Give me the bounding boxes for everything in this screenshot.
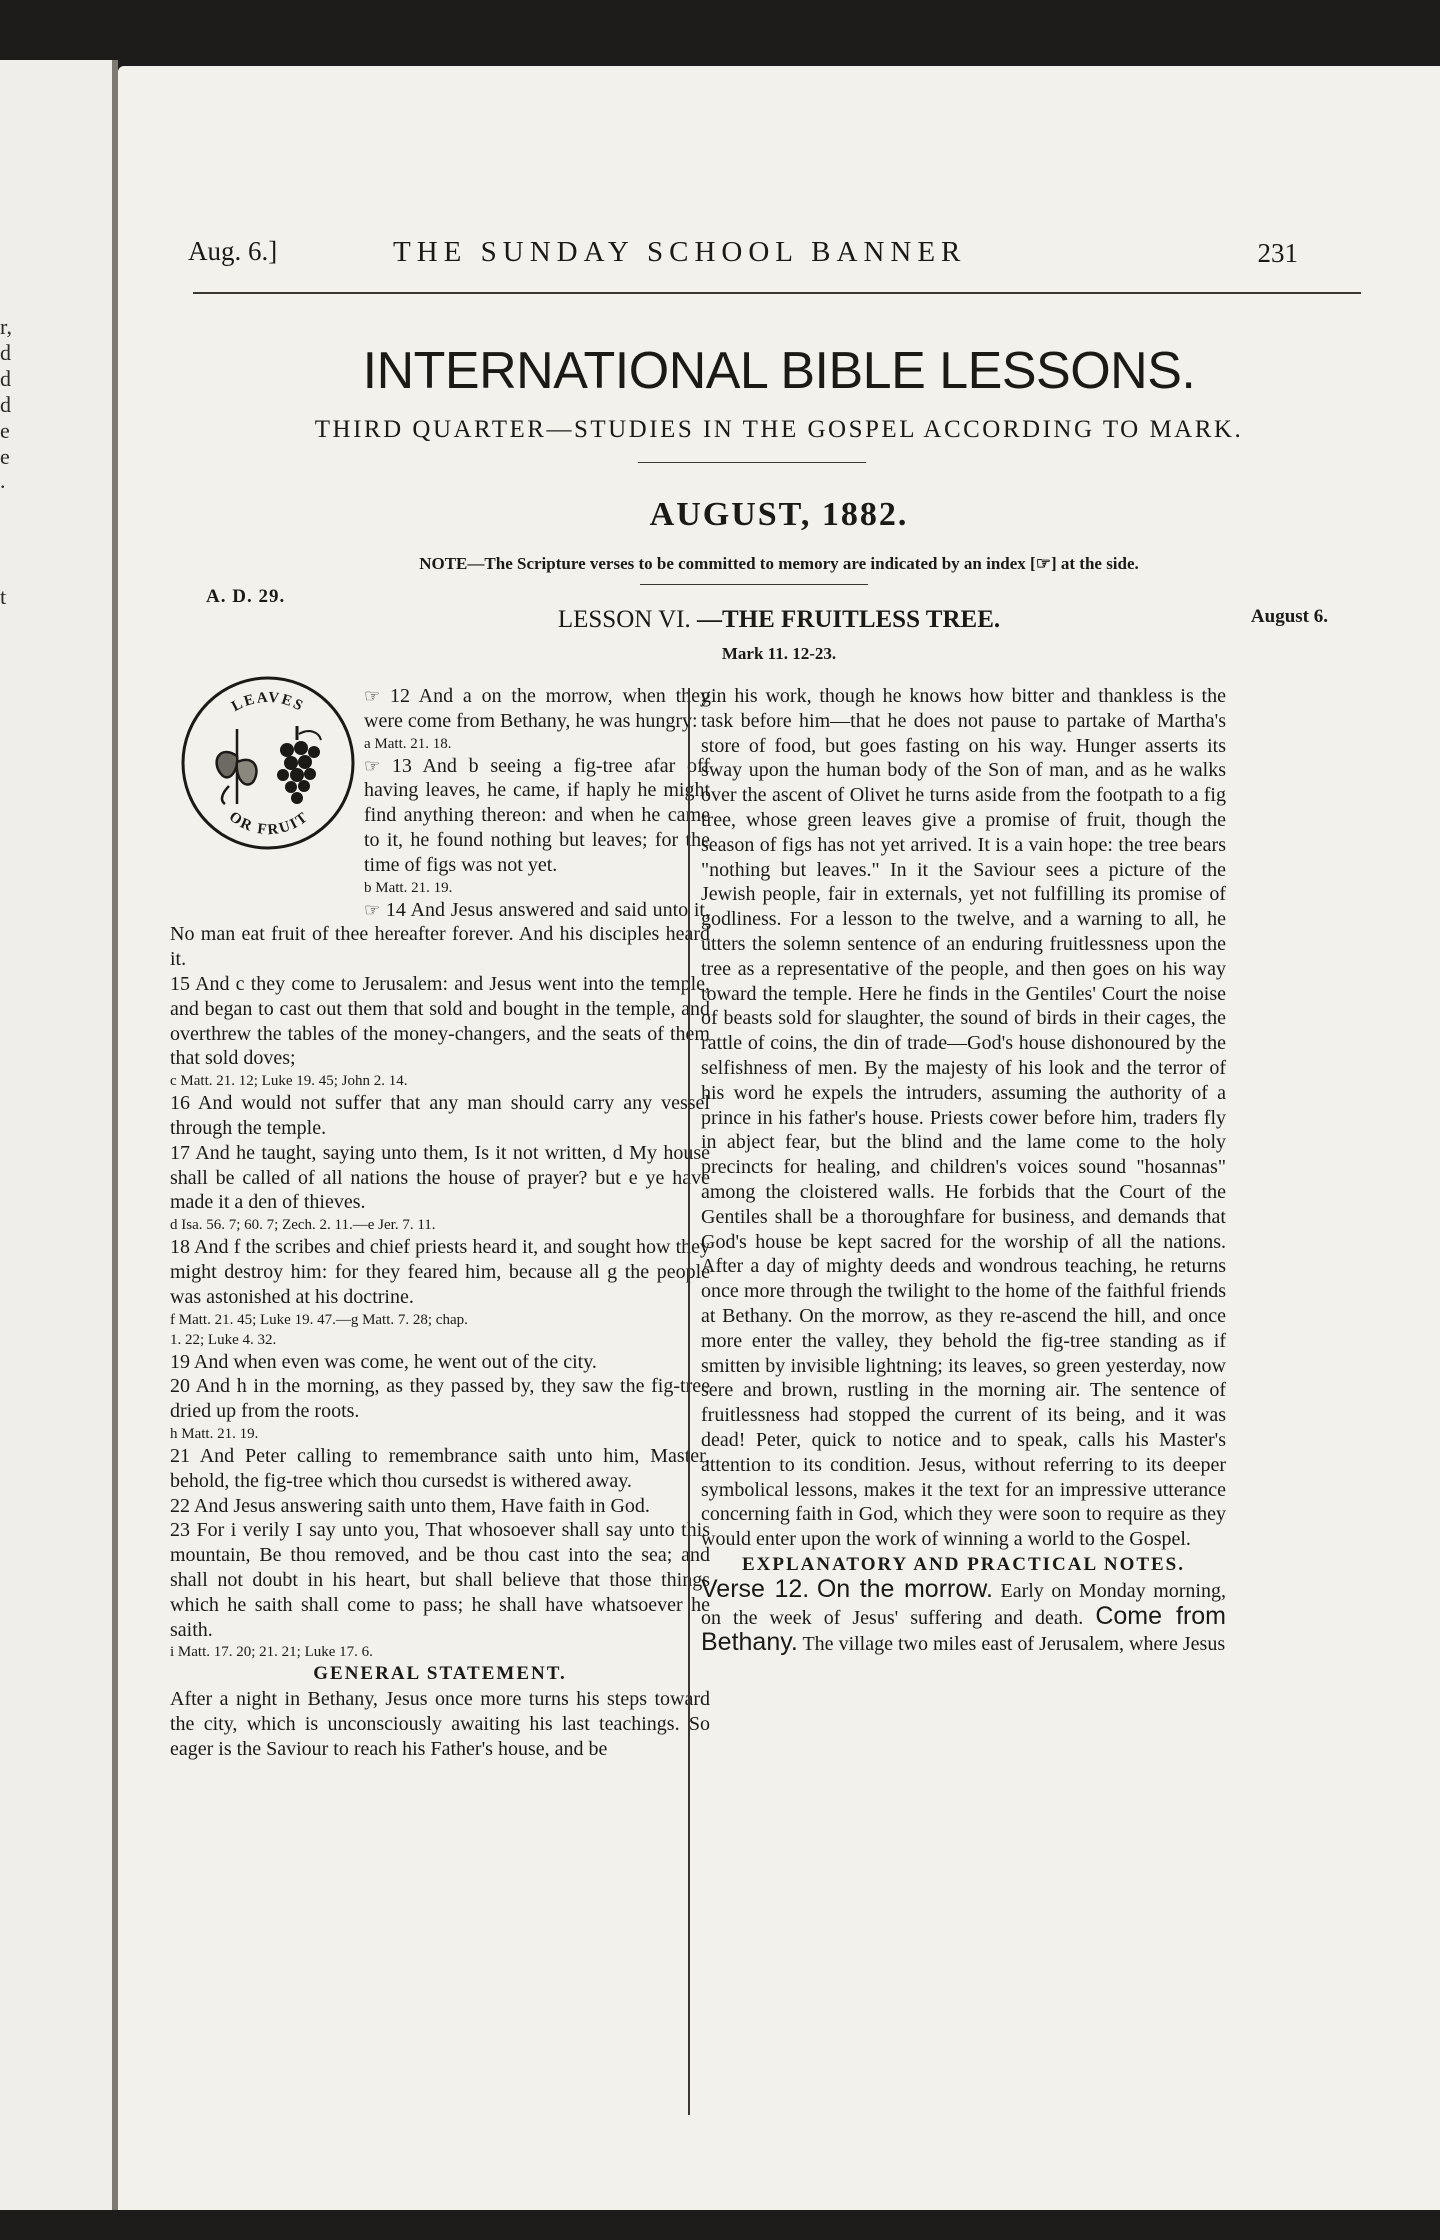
scan-bottom-border (0, 2210, 1440, 2240)
page-title: INTERNATIONAL BIBLE LESSONS. (362, 342, 1196, 400)
column-rule (688, 688, 690, 2115)
divider (640, 584, 868, 585)
adjacent-text-fragment: d (0, 366, 11, 391)
emblem-top-text: LEAVES (229, 689, 307, 716)
adjacent-text-fragment: e (0, 418, 10, 443)
verse-14: 14 And Jesus answered and said unto it, No man eat fruit of thee hereafter forever. And his disciples heard it. (170, 898, 710, 971)
memory-index-icon: ☞ (364, 899, 381, 920)
verse-23: 23 For i verily I say unto you, That whosoever shall say unto this mountain, Be thou removed, and be thou cast into the sea; and shall not doubt in his heart, but shall believe that those things which he saith shall come to pass; he shall have whatsoever he saith. (170, 1519, 710, 1641)
verse-22: 22 And Jesus answering saith unto them, Have faith in God. (170, 1494, 650, 1517)
memory-index-icon: ☞ (364, 686, 381, 706)
general-statement-text: After a night in Bethany, Jesus once more turns his steps toward the city, which is unconsciously awaiting his last teachings. So eager is the Saviour to reach his Father's house, and be (170, 1688, 710, 1760)
verse-15: 15 And c they come to Jerusalem: and Jesus went into the temple, and began to cast out them that sold and bought in the temple, and overthrew the tables of the money-changers, and the seats of them that sold doves; (170, 972, 710, 1070)
emblem-bottom-text: OR FRUIT (225, 808, 313, 839)
cross-reference: h Matt. 21. 19. (170, 1425, 259, 1442)
cross-reference: c Matt. 21. 12; Luke 19. 45; John 2. 14. (170, 1073, 408, 1090)
note-text: The village two miles east of Jerusalem, where Jesus (802, 1633, 1226, 1656)
adjacent-text-fragment: . (0, 468, 6, 493)
adjacent-text-fragment: d (0, 340, 11, 365)
adjacent-text-fragment: d (0, 392, 11, 417)
page-subtitle: THIRD QUARTER—STUDIES IN THE GOSPEL ACCORDING TO MARK. (314, 416, 1244, 443)
lesson-name: —THE FRUITLESS TREE. (697, 606, 1001, 633)
lesson-date: August 6. (1250, 606, 1328, 627)
scripture-column (170, 684, 710, 1761)
adjacent-text-fragment: r, (0, 314, 12, 339)
adjacent-text-fragment: e (0, 444, 10, 469)
note-phrase: Come from Bethany. (701, 1601, 1226, 1657)
lesson-number: LESSON VI. (557, 606, 691, 633)
general-statement-continued: gin his work, though he knows how bitter and thankless is the task before him—that he does not pause to partake of Martha's store of food, but goes fasting on his way. Hunger asserts its sway upon the human body of the Son of man, and as he walks over the ascent of Olivet he turns aside from the footpath to a fig tree, whose green leaves give a promise of fruit, though the season of figs has not yet arrived. It is a vain hope: the tree bears "nothing but leaves." In it the Saviour sees a picture of the Jewish people, fair in externals, yet not fulfilling its promise of godliness. For a lesson to the twelve, and a warning to all, he utters the solemn sentence of an enduring fruitlessness upon the tree as a representative of the people, and then goes on his way toward the temple. Here he finds in the Gentiles' Court the noise of beasts sold for slaughter, the sound of birds in their cages, the rattle of coins, the din of trade—God's house dishonoured by the selfishness of men. By the majesty of his look and the terror of his word he expels the intruders, assuming the authority of a prince in his father's house. Priests cower before him, traders fly in abject fear, but the blind and the lame come to the holy precincts for healing, and children's voices sound "hosannas" among the cloistered walls. He forbids that the Court of the Gentiles shall be a thoroughfare for business, and demands that God's house be kept sacred for the worship of all the nations. After a day of mighty deeds and wondrous teaching, he returns once more through the twilight to the home of the faithful friends at Bethany. On the morrow, as they re-ascend the hill, and once more enter the valley, they behold the fig-tree standing as if smitten by invisible lightning; its leaves, so green yesterday, now sere and brown, rustling in the morning air. The sentence of fruitlessness had stopped the current of its being, and it was dead! Peter, quick to notice and to speak, calls his Master's attention to its condition. Jesus, without referring to its deeper symbolical lessons, makes it the text for an impressive utterance concerning faith in God, which they were soon to require as they would enter upon the work of winning a world to the Gospel. (701, 685, 1226, 1551)
running-header (188, 236, 1298, 276)
divider (638, 462, 866, 463)
verse-18: 18 And f the scribes and chief priests heard it, and sought how they might destroy him: for they feared him, because all g the people was astonished at his doctrine. (170, 1236, 710, 1308)
page-number: 231 (1257, 238, 1298, 268)
adjacent-text-fragment: t (0, 584, 7, 609)
header-title: THE SUNDAY SCHOOL BANNER (393, 236, 967, 268)
verse-13: 13 And b seeing a fig-tree afar off having leaves, he came, if haply he might find anything thereon: and when he came to it, he found nothing but leaves; for the time of figs was not yet. (364, 754, 710, 876)
note-text: Early on Monday morning, on the week of Jesus' suffering and death. (701, 1579, 1226, 1629)
lesson-title (118, 606, 1440, 634)
memory-note: NOTE—The Scripture verses to be committed to memory are indicated by an index [☞] at the side. (419, 554, 1139, 573)
verse-19: 19 And when even was come, he went out of the city. (170, 1350, 597, 1373)
adjacent-page-edge (0, 60, 118, 2210)
note-phrase: On the morrow. (816, 1574, 993, 1603)
document-page (118, 66, 1440, 2216)
verse-17: 17 And he taught, saying unto them, Is it not written, d My house shall be called of all nations the house of prayer? but e ye have made it a den of thieves. (170, 1141, 710, 1214)
verse-21: 21 And Peter calling to remembrance saith unto him, Master, behold, the fig-tree which thou cursedst is withered away. (170, 1444, 710, 1492)
era-label: A. D. 29. (206, 586, 286, 607)
cross-reference: i Matt. 17. 20; 21. 21; Luke 17. 6. (170, 1644, 373, 1661)
cross-reference: 1. 22; Luke 4. 32. (170, 1331, 277, 1348)
header-rule (193, 292, 1361, 294)
verse-12: 12 And a on the morrow, when they were come from Bethany, he was hungry: (364, 685, 710, 732)
cross-reference: b Matt. 21. 19. (364, 879, 453, 896)
cross-reference: a Matt. 21. 18. (364, 735, 452, 752)
cross-reference: f Matt. 21. 45; Luke 19. 47.—g Matt. 7. 28; chap. (170, 1311, 468, 1328)
verse-16: 16 And would not suffer that any man should carry any vessel through the temple. (170, 1092, 710, 1139)
verse-20: 20 And h in the morning, as they passed by, they saw the fig-tree dried up from the roots. (170, 1375, 710, 1423)
verse-label: Verse 12. (701, 1574, 810, 1603)
general-statement-heading: GENERAL STATEMENT. (313, 1663, 567, 1685)
lesson-reference: Mark 11. 12-23. (721, 644, 837, 663)
scan-top-border (0, 0, 1440, 70)
commentary-column (701, 684, 1226, 1657)
memory-index-icon: ☞ (364, 755, 381, 776)
cross-reference: d Isa. 56. 7; 60. 7; Zech. 2. 11.—e Jer. 7. 11. (170, 1217, 436, 1234)
notes-heading: EXPLANATORY AND PRACTICAL NOTES. (741, 1553, 1186, 1575)
header-date: Aug. 6.] (188, 236, 278, 266)
issue-month: AUGUST, 1882. (649, 496, 909, 533)
